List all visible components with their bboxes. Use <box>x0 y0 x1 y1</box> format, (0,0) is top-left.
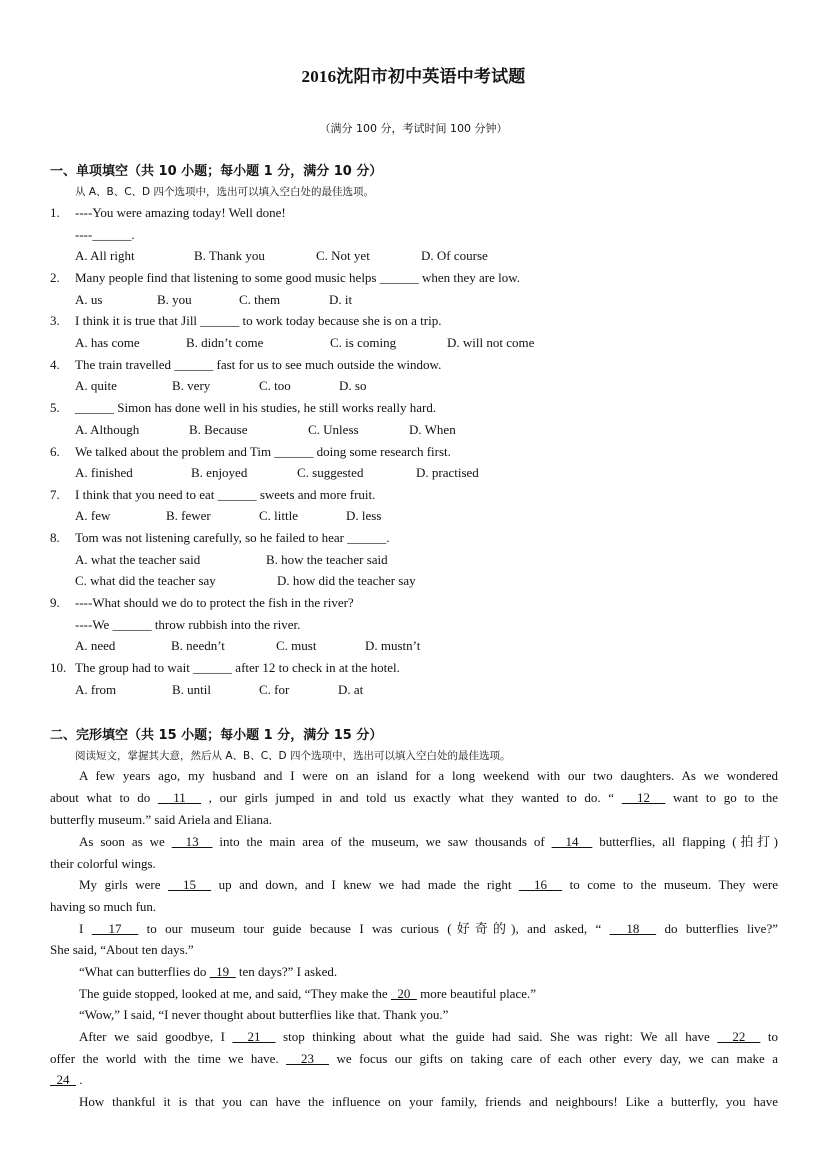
passage-line <box>79 767 778 785</box>
passage-text: stop thinking about what the guide had said. She was right: We all have <box>275 1029 718 1044</box>
option-d[interactable]: D. less <box>346 508 382 523</box>
passage-line <box>50 1071 778 1089</box>
passage-line <box>79 1006 778 1024</box>
passage-text: into the main area of the museum, we saw thousands of <box>212 834 552 849</box>
passage-text: She said, “About ten days.” <box>50 942 194 957</box>
question-number: 5. <box>50 400 60 415</box>
passage-line <box>79 1028 778 1046</box>
option-a[interactable]: A. Although <box>75 422 140 437</box>
question-text: Tom was not listening carefully, so he failed to hear ______. <box>75 530 390 545</box>
passage-line <box>50 855 778 873</box>
question-number: 9. <box>50 595 60 610</box>
option-b[interactable]: B. didn’t come <box>186 335 264 350</box>
option-c[interactable]: C. too <box>259 378 291 393</box>
section2-instruction: 阅读短文，掌握其大意，然后从 A、B、C、D 四个选项中，选出可以填入空白处的最佳选项。 <box>75 750 511 762</box>
question-7 <box>50 486 375 504</box>
passage-line <box>50 811 778 829</box>
option-a[interactable]: A. quite <box>75 378 117 393</box>
option-a[interactable]: A. what the teacher said <box>75 552 201 567</box>
cloze-blank[interactable]: 23 <box>286 1051 329 1066</box>
option-d[interactable]: D. so <box>339 378 367 393</box>
option-d[interactable]: D. at <box>338 682 364 697</box>
option-a[interactable]: A. has come <box>75 335 140 350</box>
section1-heading: 一、单项填空（共 10 小题；每小题 1 分，满分 10 分） <box>50 164 383 179</box>
passage-text: How thankful it is that you can have the influence on your family, friends and neighbours! Like a butterfly, you have <box>79 1094 778 1109</box>
question-text: The group had to wait ______ after 12 to check in at the hotel. <box>75 660 400 675</box>
option-a[interactable]: A. need <box>75 638 116 653</box>
option-a[interactable]: A. few <box>75 508 111 523</box>
cloze-blank[interactable]: 12 <box>621 790 666 805</box>
passage-line <box>79 876 778 894</box>
passage-text: more beautiful place.” <box>416 986 537 1001</box>
section2-heading: 二、完形填空（共 15 小题；每小题 1 分，满分 15 分） <box>50 728 383 743</box>
passage-text: The guide stopped, looked at me, and said, “They make the <box>79 986 391 1001</box>
question-text: I think it is true that Jill ______ to work today because she is on a trip. <box>75 313 442 328</box>
passage-line <box>79 1093 778 1111</box>
question-6 <box>50 443 451 461</box>
passage-text: want to go to the <box>665 790 778 805</box>
question-8 <box>50 529 390 547</box>
option-a[interactable]: A. us <box>75 292 103 307</box>
option-b[interactable]: B. enjoyed <box>191 465 248 480</box>
option-c[interactable]: C. for <box>259 682 290 697</box>
passage-text: to come to the museum. They were <box>562 877 779 892</box>
option-c[interactable]: C. little <box>259 508 298 523</box>
question-text: We talked about the problem and Tim ______ doing some research first. <box>75 444 451 459</box>
option-b[interactable]: B. fewer <box>166 508 211 523</box>
option-b[interactable]: B. very <box>172 378 211 393</box>
cloze-blank[interactable]: 16 <box>519 877 563 892</box>
option-c[interactable]: C. must <box>276 638 317 653</box>
passage-line <box>50 898 778 916</box>
passage-text: ten days?” I asked. <box>235 964 338 979</box>
question-number: 2. <box>50 270 60 285</box>
question-number: 10. <box>50 660 67 675</box>
question-9 <box>50 594 354 612</box>
option-d[interactable]: D. When <box>409 422 456 437</box>
option-b[interactable]: B. how the teacher said <box>266 552 388 567</box>
passage-text: “Wow,” I said, “I never thought about butterflies like that. Thank you.” <box>79 1007 449 1022</box>
cloze-blank[interactable]: 11 <box>157 790 202 805</box>
question-text: ----What should we do to protect the fish in the river? <box>75 595 354 610</box>
cloze-blank[interactable]: 14 <box>551 834 593 849</box>
option-d[interactable]: D. it <box>329 292 353 307</box>
cloze-blank[interactable]: 17 <box>91 921 139 936</box>
question-number: 4. <box>50 357 60 372</box>
passage-line <box>50 1050 778 1068</box>
question-1 <box>50 204 286 222</box>
exam-info: （满分 100 分，考试时间 100 分钟） <box>319 122 508 135</box>
option-a[interactable]: A. finished <box>75 465 133 480</box>
option-c[interactable]: C. is coming <box>330 335 397 350</box>
passage-text: offer the world with the time we have. <box>50 1051 287 1066</box>
option-d[interactable]: D. mustn’t <box>365 638 421 653</box>
cloze-blank[interactable]: 24 <box>50 1072 76 1087</box>
passage-text: to our museum tour guide because I was curious (好奇的), and asked, “ <box>138 921 610 936</box>
cloze-blank[interactable]: 21 <box>232 1029 276 1044</box>
passage-text: their colorful wings. <box>50 856 156 871</box>
page-title: 2016沈阳市初中英语中考试题 <box>301 67 526 86</box>
question-number: 6. <box>50 444 60 459</box>
passage-text: After we said goodbye, I <box>79 1029 233 1044</box>
passage-text: up and down, and I knew we had made the right <box>211 877 519 892</box>
passage-text: As soon as we <box>79 834 172 849</box>
cloze-blank[interactable]: 18 <box>609 921 657 936</box>
question-text: The train travelled ______ fast for us to see much outside the window. <box>75 357 442 372</box>
option-c[interactable]: C. what did the teacher say <box>75 573 216 588</box>
passage-text: do butterflies live?” <box>656 921 778 936</box>
question-number: 1. <box>50 205 60 220</box>
option-d[interactable]: D. practised <box>416 465 479 480</box>
question-3 <box>50 312 441 330</box>
question-text: I think that you need to eat ______ sweets and more fruit. <box>75 487 376 502</box>
passage-text: we focus our gifts on taking care of each other every day, we can make a <box>329 1051 779 1066</box>
passage-text: having so much fun. <box>50 899 157 914</box>
question-1-line2: ----______. <box>75 227 135 242</box>
question-number: 7. <box>50 487 60 502</box>
question-number: 8. <box>50 530 60 545</box>
option-d[interactable]: D. will not come <box>447 335 535 350</box>
option-d[interactable]: D. how did the teacher say <box>277 573 416 588</box>
passage-line <box>50 941 778 959</box>
passage-text: I <box>79 921 92 936</box>
section1-instruction: 从 A、B、C、D 四个选项中，选出可以填入空白处的最佳选项。 <box>75 186 374 198</box>
question-text: ______ Simon has done well in his studies, he still works really hard. <box>75 400 437 415</box>
option-a[interactable]: A. from <box>75 682 117 697</box>
question-5 <box>50 399 436 417</box>
passage-text: butterfly museum.” said Ariela and Eliana. <box>50 812 273 827</box>
option-a[interactable]: A. All right <box>75 248 135 263</box>
option-c[interactable]: C. Unless <box>308 422 359 437</box>
cloze-blank[interactable]: 19 <box>209 964 236 979</box>
passage-line <box>79 833 778 851</box>
question-2 <box>50 269 520 287</box>
passage-line <box>79 963 778 981</box>
passage-line <box>79 985 778 1003</box>
option-c[interactable]: C. suggested <box>297 465 364 480</box>
question-number: 3. <box>50 313 60 328</box>
passage-text: My girls were <box>79 877 168 892</box>
option-b[interactable]: B. you <box>157 292 192 307</box>
cloze-blank[interactable]: 15 <box>168 877 212 892</box>
option-b[interactable]: B. Because <box>189 422 248 437</box>
question-10 <box>50 659 400 677</box>
cloze-blank[interactable]: 20 <box>390 986 417 1001</box>
passage-text: “What can butterflies do <box>79 964 210 979</box>
passage-text: to <box>760 1029 778 1044</box>
passage-line <box>50 789 778 807</box>
passage-text: A few years ago, my husband and I were on an island for a long weekend with our two daughters. As we wondered <box>79 768 778 783</box>
option-c[interactable]: C. them <box>239 292 281 307</box>
option-b[interactable]: B. until <box>172 682 212 697</box>
passage-text: about what to do <box>50 790 158 805</box>
passage-text: , our girls jumped in and told us exactly what they wanted to do. “ <box>201 790 622 805</box>
passage-line <box>79 920 778 938</box>
option-b[interactable]: B. Thank you <box>194 248 265 263</box>
question-4 <box>50 356 441 374</box>
passage-text: butterflies, all flapping (拍打) <box>592 834 779 849</box>
question-text: ----You were amazing today! Well done! <box>75 205 286 220</box>
option-d[interactable]: D. Of course <box>421 248 488 263</box>
cloze-blank[interactable]: 13 <box>171 834 213 849</box>
option-b[interactable]: B. needn’t <box>171 638 225 653</box>
passage-text: . <box>76 1072 83 1087</box>
option-c[interactable]: C. Not yet <box>316 248 370 263</box>
cloze-blank[interactable]: 22 <box>717 1029 761 1044</box>
question-9-line2: ----We ______ throw rubbish into the river. <box>75 617 301 632</box>
question-text: Many people find that listening to some good music helps ______ when they are low. <box>75 270 521 285</box>
